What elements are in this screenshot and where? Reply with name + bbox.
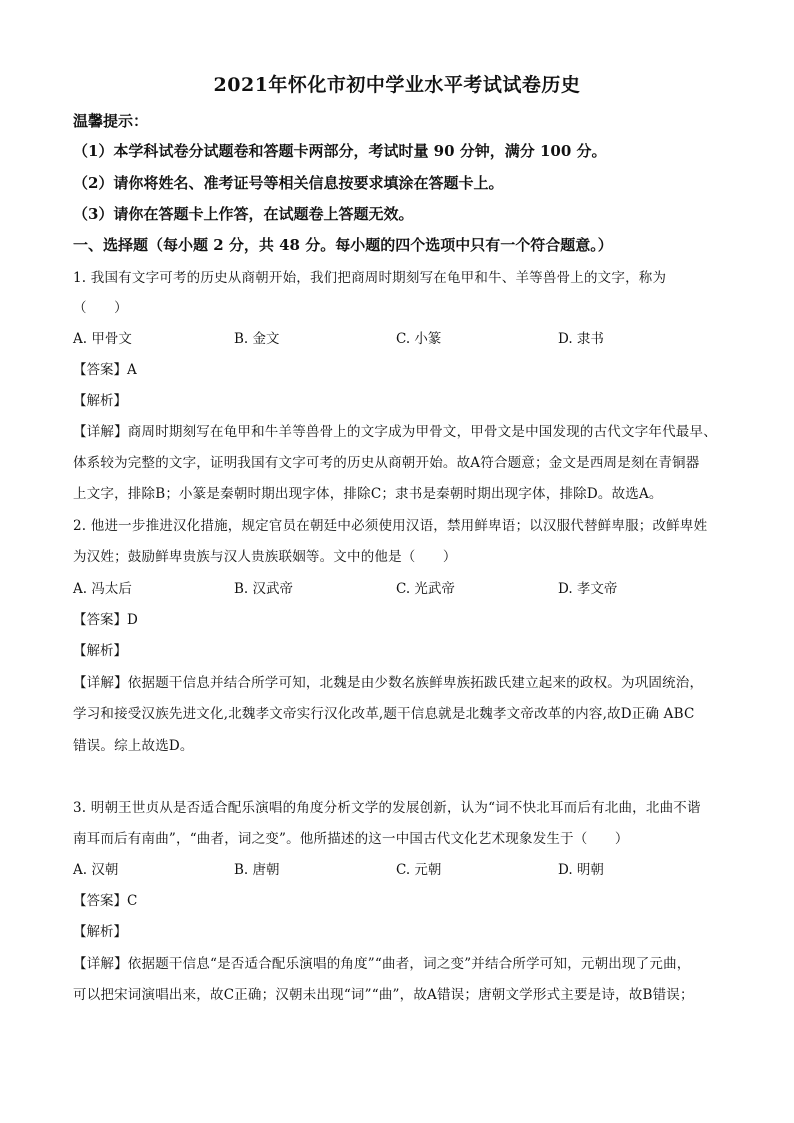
q1-detail-line-1: 【详解】商周时期刻写在龟甲和牛羊等兽骨上的文字成为甲骨文，甲骨文是中国发现的古代文字年代最早、 <box>73 424 717 440</box>
q2-detail-line-2: 学习和接受汉族先进文化,北魏孝文帝实行汉化改革,题干信息就是北魏孝文帝改革的内容,故D正确 ABC <box>73 706 695 722</box>
q1-option-d: D. 隶书 <box>558 331 604 347</box>
q1-stem-line-2: （ ） <box>73 300 128 316</box>
q3-stem-line-2: 南耳而后有南曲”，“曲者，词之变”。他所描述的这一中国古代文化艺术现象发生于（ ） <box>73 831 629 847</box>
q3-detail-line-1: 【详解】依据题干信息“是否适合配乐演唱的角度”“曲者，词之变”并结合所学可知，元朝出现了元曲， <box>73 956 691 972</box>
notice-heading: 温馨提示： <box>73 112 149 130</box>
q1-option-c: C. 小篆 <box>396 331 442 347</box>
q2-detail-line-1: 【详解】依据题干信息并结合所学可知，北魏是由少数名族鲜卑族拓跋氏建立起来的政权。为巩固统治， <box>73 675 704 691</box>
q3-option-d: D. 明朝 <box>558 862 604 878</box>
q1-detail-line-3: 上文字，排除B；小篆是秦朝时期出现字体，排除C；隶书是秦朝时期出现字体，排除D。故选A。 <box>73 486 663 502</box>
q3-analysis-label: 【解析】 <box>73 924 127 940</box>
q2-stem-line-2: 为汉姓；鼓励鲜卑贵族与汉人贵族联姻等。文中的他是（ ） <box>73 549 457 565</box>
q2-analysis-label: 【解析】 <box>73 643 127 659</box>
q2-option-b: B. 汉武帝 <box>234 581 294 597</box>
q2-option-a: A. 冯太后 <box>73 581 132 597</box>
q2-option-d: D. 孝文帝 <box>558 581 618 597</box>
q3-option-c: C. 元朝 <box>396 862 442 878</box>
notice-item-2: （2）请你将姓名、准考证号等相关信息按要求填涂在答题卡上。 <box>73 174 504 192</box>
q1-answer: 【答案】A <box>73 362 137 378</box>
q3-detail-line-2: 可以把宋词演唱出来，故C正确；汉朝未出现“词”“曲”，故A错误；唐朝文学形式主要是诗，故B错误； <box>73 987 694 1003</box>
q1-analysis-label: 【解析】 <box>73 393 127 409</box>
q2-option-c: C. 光武帝 <box>396 581 455 597</box>
section-heading: 一、选择题（每小题 2 分，共 48 分。每小题的四个选项中只有一个符合题意。） <box>73 236 613 254</box>
notice-item-1: （1）本学科试卷分试题卷和答题卡两部分，考试时量 90 分钟，满分 100 分。 <box>73 142 607 160</box>
q3-answer: 【答案】C <box>73 893 138 909</box>
q3-option-a: A. 汉朝 <box>73 862 119 878</box>
notice-item-3: （3）请你在答题卡上作答，在试题卷上答题无效。 <box>73 205 414 223</box>
q1-option-b: B. 金文 <box>234 331 280 347</box>
q2-detail-line-3: 错误。综上故选D。 <box>73 738 194 754</box>
q1-stem-line-1: 1. 我国有文字可考的历史从商朝开始，我们把商周时期刻写在龟甲和牛、羊等兽骨上的文字，称为 <box>73 270 667 286</box>
q1-detail-line-2: 体系较为完整的文字，证明我国有文字可考的历史从商朝开始。故A符合题意；金文是西周是刻在青铜器 <box>73 455 700 471</box>
q1-option-a: A. 甲骨文 <box>73 331 132 347</box>
q3-stem-line-1: 3. 明朝王世贞从是否适合配乐演唱的角度分析文学的发展创新，认为“词不快北耳而后有北曲，北曲不谐 <box>73 800 701 816</box>
q3-option-b: B. 唐朝 <box>234 862 280 878</box>
page-title: 2021年怀化市初中学业水平考试试卷历史 <box>213 74 581 96</box>
q2-stem-line-1: 2. 他进一步推进汉化措施，规定官员在朝廷中必须使用汉语，禁用鲜卑语；以汉服代替鲜卑服；改鲜卑姓 <box>73 518 708 534</box>
q2-answer: 【答案】D <box>73 612 138 628</box>
